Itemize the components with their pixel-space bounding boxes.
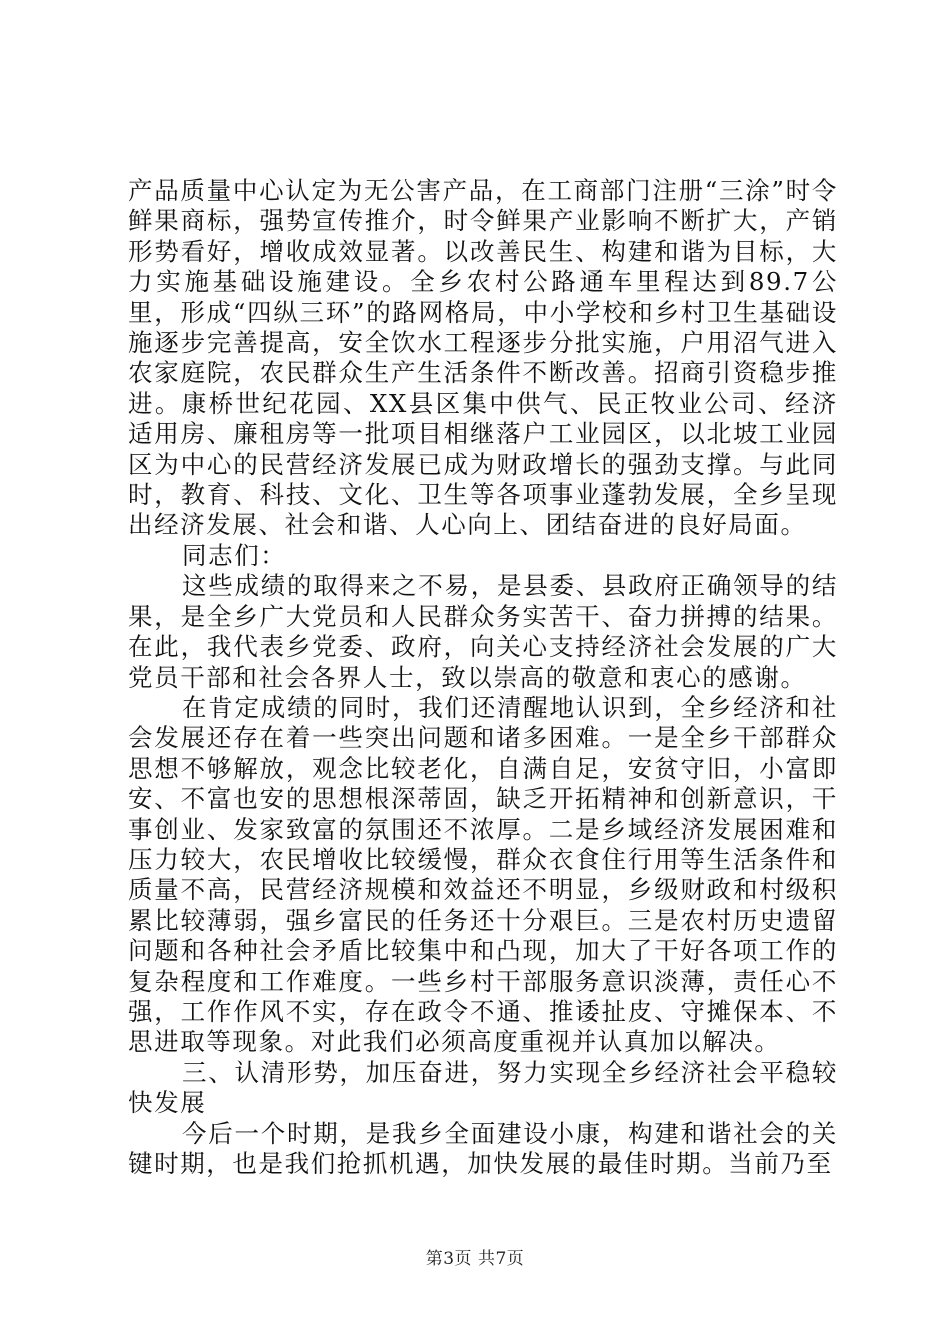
paragraph-4: 在肯定成绩的同时，我们还清醒地认识到，全乡经济和社会发展还存在着一些突出问题和诸多困难。一是全乡干部群众思想不够解放，观念比较老化，自满自足，安贫守旧，小富即安、不富也安的思想根深蒂固，缺乏开拓精神和创新意识，干事创业、发家致富的氛围还不浓厚。二是乡域经济发展困难和压力较大，农民增收比较缓慢，群众衣食住行用等生活条件和质量不高，民营经济规模和效益还不明显，乡级财政和村级积累比较薄弱，强乡富民的任务还十分艰巨。三是农村历史遗留问题和各种社会矛盾比较集中和凸现，加大了干好各项工作的复杂程度和工作难度。一些乡村干部服务意识淡薄，责任心不强，工作作风不实，存在政令不通、推诿扯皮、守摊保本、不思进取等现象。对此我们必须高度重视并认真加以解决。 <box>128 692 838 1057</box>
paragraph-1: 产品质量中心认定为无公害产品，在工商部门注册“三涂”时令鲜果商标，强势宣传推介，时令鲜果产业影响不断扩大，产销形势看好，增收成效显著。以改善民生、构建和谐为目标，大力实施基础设施建设。全乡农村公路通车里程达到89.7公里，形成“四纵三环”的路网格局，中小学校和乡村卫生基础设施逐步完善提高，安全饮水工程逐步分批实施，户用沼气进入农家庭院，农民群众生产生活条件不断改善。招商引资稳步推进。康桥世纪花园、XX县区集中供气、民正牧业公司、经济适用房、廉租房等一批项目相继落户工业园区，以北坡工业园区为中心的民营经济发展已成为财政增长的强劲支撑。与此同时，教育、科技、文化、卫生等各项事业蓬勃发展，全乡呈现出经济发展、社会和谐、人心向上、团结奋进的良好局面。 <box>128 176 838 540</box>
section-heading-3: 三、认清形势，加压奋进，努力实现全乡经济社会平稳较快发展 <box>128 1057 838 1118</box>
paragraph-2: 同志们： <box>182 540 287 570</box>
paragraph-3: 这些成绩的取得来之不易，是县委、县政府正确领导的结果，是全乡广大党员和人民群众务实苦干、奋力拼搏的结果。在此，我代表乡党委、政府，向关心支持经济社会发展的广大党员干部和社会各界人士，致以崇高的敬意和衷心的感谢。 <box>128 571 838 692</box>
page-number-footer: 第3页 共7页 <box>425 1249 525 1269</box>
document-body <box>128 176 838 1179</box>
paragraph-5: 今后一个时期，是我乡全面建设小康，构建和谐社会的关键时期，也是我们抢抓机遇，加快发展的最佳时期。当前乃至 <box>128 1118 838 1178</box>
